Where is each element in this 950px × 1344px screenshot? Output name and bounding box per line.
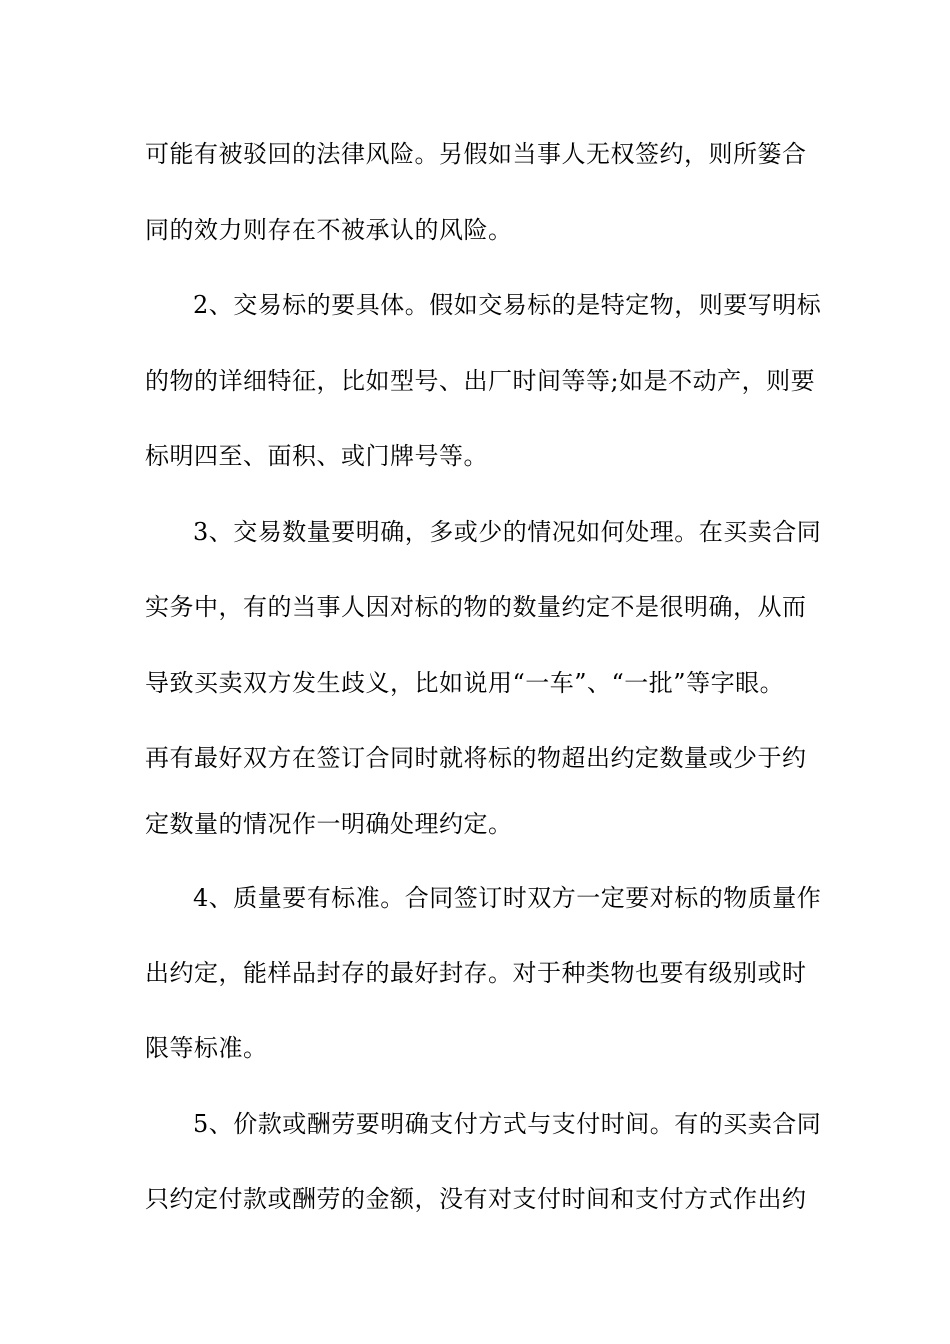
text-line: 再有最好双方在签订合同时就将标的物超出约定数量或少于约: [145, 744, 807, 772]
text-line: 的物的详细特征，比如型号、出厂时间等等;如是不动产，则要: [145, 367, 816, 395]
paragraph-start-line: 2、交易标的要具体。假如交易标的是特定物，则要写明标: [193, 291, 822, 319]
text-line: 同的效力则存在不被承认的风险。: [145, 216, 513, 244]
paragraph-start-line: 4、质量要有标准。合同签订时双方一定要对标的物质量作: [193, 884, 822, 912]
text-line: 只约定付款或酬劳的金额，没有对支付时间和支付方式作出约: [145, 1185, 807, 1213]
paragraph-start-line: 5、价款或酬劳要明确支付方式与支付时间。有的买卖合同: [193, 1110, 822, 1138]
text-line: 实务中，有的当事人因对标的物的数量约定不是很明确，从而: [145, 593, 807, 621]
text-line: 出约定，能样品封存的最好封存。对于种类物也要有级别或时: [145, 959, 807, 987]
text-line: 限等标准。: [145, 1034, 268, 1062]
text-line: 标明四至、面积、或门牌号等。: [145, 442, 488, 470]
text-line: 定数量的情况作一明确处理约定。: [145, 810, 513, 838]
paragraph-start-line: 3、交易数量要明确，多或少的情况如何处理。在买卖合同: [193, 518, 822, 546]
text-line: 可能有被驳回的法律风险。另假如当事人无权签约，则所篓合: [145, 140, 807, 168]
text-line: 导致买卖双方发生歧义，比如说用“一车”、“一批”等字眼。: [145, 669, 785, 697]
